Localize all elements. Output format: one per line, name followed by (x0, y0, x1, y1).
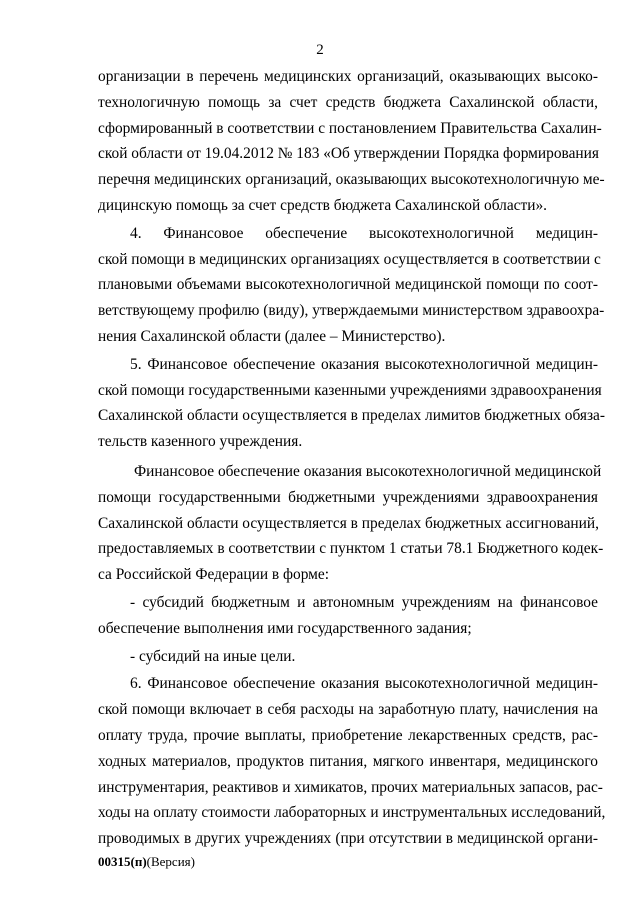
document-version-code (98, 854, 195, 870)
version-label: (Версия) (146, 854, 195, 869)
paragraph (98, 352, 606, 455)
text-line: 5. Финансовое обеспечение оказания высокотехнологичной медицин- (130, 355, 598, 373)
text-line: ходных материалов, продуктов питания, мягкого инвентаря, медицинского (98, 752, 598, 770)
text-line: организации в перечень медицинских организаций, оказывающих высоко- (98, 68, 598, 85)
text-line: помощи государственными бюджетными учреждениями здравоохранения (98, 488, 598, 506)
text-line: тельств казенного учреждения. (98, 433, 303, 451)
paragraph (98, 590, 598, 642)
text-line: - субсидий на иные цели. (130, 647, 296, 665)
text-line: плановыми объемами высокотехнологичной медицинской помощи по соот- (98, 276, 598, 294)
text-line: инструментария, реактивов и химикатов, прочих материальных запасов, рас- (98, 778, 603, 796)
text-line: Сахалинской области осуществляется в пределах лимитов бюджетных обяза- (98, 407, 606, 425)
document-code: 00315(п) (98, 854, 147, 869)
paragraph (98, 64, 605, 219)
text-line: ской помощи государственными казенными учреждениями здравоохранения (98, 381, 602, 399)
text-line: 4. Финансовое обеспечение высокотехнологичной медицин- (130, 224, 598, 242)
text-line: сформированный в соответствии с постановлением Правительства Сахалин- (98, 119, 602, 137)
page-number: 2 (316, 42, 324, 58)
text-line: предоставляемых в соответствии с пунктом 1 статьи 78.1 Бюджетного кодек- (98, 540, 604, 558)
text-line: ветствующему профилю (виду), утверждаемыми министерством здравоохра- (98, 302, 605, 320)
text-line: обеспечение выполнения ими государственного задания; (98, 619, 472, 637)
paragraph (98, 221, 605, 350)
text-line: ской помощи включает в себя расходы на заработную плату, начисления на (98, 701, 598, 719)
text-line: Сахалинской области осуществляется в пределах бюджетных ассигнований, (98, 514, 599, 532)
text-line: оплату труда, прочие выплаты, приобретение лекарственных средств, рас- (98, 726, 598, 744)
text-line: проводимых в других учреждениях (при отсутствии в медицинской органи- (98, 830, 598, 848)
text-line: ходы на оплату стоимости лабораторных и инструментальных исследований, (98, 804, 606, 822)
text-line: нения Сахалинской области (далее – Министерство). (98, 327, 446, 345)
paragraph (98, 644, 598, 670)
text-line: перечня медицинских организаций, оказывающих высокотехнологичную ме- (98, 171, 605, 189)
paragraph (98, 459, 604, 588)
text-line: - субсидий бюджетным и автономным учреждениям на финансовое (130, 593, 598, 611)
text-line: Финансовое обеспечение оказания высокотехнологичной медицинской (134, 462, 602, 480)
text-line: са Российской Федерации в форме: (98, 566, 330, 584)
text-line: технологичную помощь за счет средств бюджета Сахалинской области, (98, 93, 598, 111)
text-line: ской помощи в медицинских организациях осуществляется в соответствии с (98, 250, 601, 268)
paragraph (98, 671, 606, 852)
text-line: дицинскую помощь за счет средств бюджета Сахалинской области». (98, 196, 548, 214)
text-line: 6. Финансовое обеспечение оказания высокотехнологичной медицин- (130, 675, 598, 693)
text-line: ской области от 19.04.2012 № 183 «Об утверждении Порядка формирования (98, 145, 599, 163)
document-body (98, 64, 606, 852)
